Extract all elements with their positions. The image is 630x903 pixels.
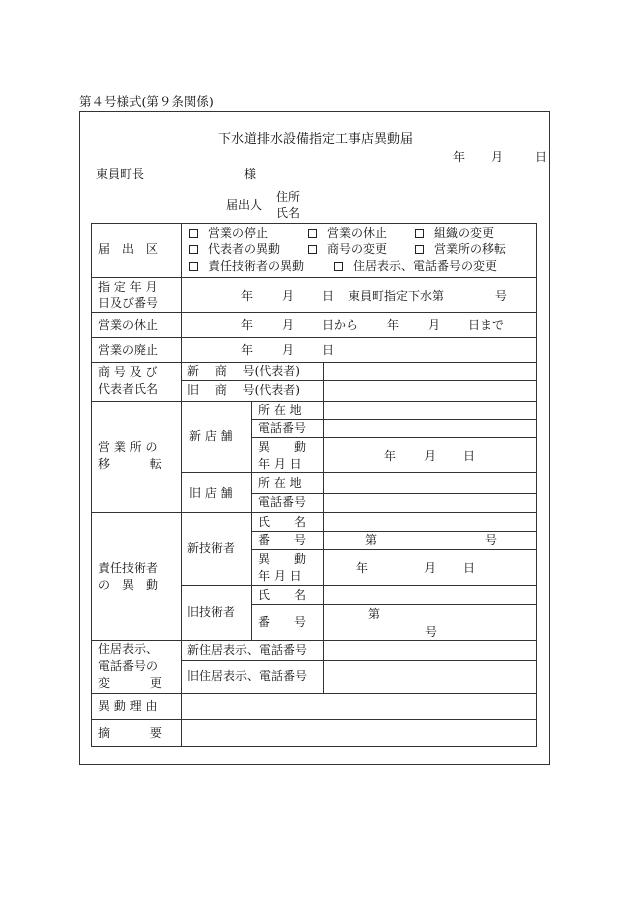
old-engineer-name-label: 氏 名 (258, 588, 307, 602)
move-day: 日 (463, 449, 476, 463)
old-engineer-go: 号 (425, 625, 438, 639)
suspension-year: 年 (241, 318, 254, 332)
checkbox[interactable] (189, 262, 198, 271)
addressee-name: 東員町長 (96, 167, 145, 181)
designation-number-prefix: 東員町指定下水第 (348, 289, 445, 303)
address-phone-label-1: 住居表示、 (98, 642, 159, 656)
old-engineer-dai: 第 (368, 607, 381, 621)
category-label: 届 出 区 (98, 242, 159, 256)
option-engineer-change[interactable]: 責任技術者の異動 (189, 260, 304, 272)
applicant-name-label: 氏名 (276, 206, 301, 220)
new-store-label: 新 店 舗 (189, 429, 233, 443)
old-engineer-number-label: 番 号 (258, 615, 307, 629)
checkbox[interactable] (415, 245, 424, 254)
designation-number-suffix: 号 (495, 289, 508, 303)
office-move-label-1: 営 業 所 の (98, 440, 158, 454)
designation-day: 日 (322, 289, 335, 303)
option-representative-change[interactable]: 代表者の異動 (189, 243, 280, 255)
trade-name-label-2: 代表者氏名 (98, 382, 159, 396)
designation-year: 年 (241, 289, 254, 303)
option-suspension-business[interactable]: 営業の停止 (189, 227, 268, 239)
option-pause-business[interactable]: 営業の休止 (308, 227, 387, 239)
engineer-change-date-label-1: 異 動 (258, 552, 307, 566)
old-engineer-label: 旧技術者 (187, 605, 236, 619)
reason-label: 異 動 理 由 (98, 699, 158, 713)
checkbox[interactable] (334, 262, 343, 271)
address-phone-label-2: 電話番号の (98, 659, 159, 673)
office-move-label-2: 移 転 (98, 457, 162, 471)
move-date-label-2: 年 月 日 (258, 457, 302, 471)
closure-year: 年 (241, 343, 254, 357)
closure-label: 営業の廃止 (98, 343, 159, 357)
date-day: 日 (535, 150, 548, 164)
applicant-address-label: 住所 (276, 190, 301, 204)
engineer-change-date-label-2: 年 月 日 (258, 569, 302, 583)
old-phone-label: 電話番号 (258, 495, 307, 509)
new-engineer-label: 新技術者 (187, 541, 236, 555)
checkbox[interactable] (308, 245, 317, 254)
old-store-label: 旧 店 舗 (189, 486, 233, 500)
address-phone-label-3: 変 更 (98, 676, 162, 690)
engineer-change-month: 月 (424, 561, 437, 575)
closure-month: 月 (282, 343, 295, 357)
move-year: 年 (384, 449, 397, 463)
applicant-label: 届出人 (226, 198, 263, 212)
suspension-month2: 月 (428, 318, 441, 332)
engineer-change-day: 日 (463, 561, 476, 575)
checkbox[interactable] (189, 229, 198, 238)
new-phone-label: 電話番号 (258, 421, 307, 435)
option-trade-name-change[interactable]: 商号の変更 (308, 243, 387, 255)
addressee-honorific: 様 (244, 167, 257, 181)
option-office-move[interactable]: 営業所の移転 (415, 243, 506, 255)
designation-month: 月 (282, 289, 295, 303)
checkbox[interactable] (189, 245, 198, 254)
old-trade-name-label: 旧 商 号(代表者) (187, 383, 300, 397)
form-title: 下水道排水設備指定工事店異動届 (218, 132, 414, 147)
suspension-from: 日から (322, 318, 359, 332)
new-engineer-go: 号 (485, 533, 498, 547)
old-location-label: 所 在 地 (258, 476, 302, 490)
date-year: 年 (453, 150, 466, 164)
option-address-phone-change[interactable]: 住居表示、電話番号の変更 (334, 260, 497, 272)
move-month: 月 (424, 449, 437, 463)
new-address-phone-label: 新住居表示、電話番号 (187, 643, 308, 657)
option-org-change[interactable]: 組織の変更 (415, 227, 494, 239)
suspension-to: 日まで (468, 318, 505, 332)
checkbox[interactable] (308, 229, 317, 238)
remarks-label: 摘 要 (98, 726, 162, 740)
designation-label-1: 指 定 年 月 (98, 280, 158, 294)
engineer-change-year: 年 (356, 561, 369, 575)
suspension-year2: 年 (387, 318, 400, 332)
trade-name-label-1: 商 号 及 び (98, 365, 158, 379)
old-address-phone-label: 旧住居表示、電話番号 (187, 669, 308, 683)
new-engineer-number-label: 番 号 (258, 533, 307, 547)
engineer-label-2: の 異 動 (98, 578, 159, 592)
new-engineer-dai: 第 (365, 533, 378, 547)
closure-day: 日 (322, 343, 335, 357)
date-month: 月 (491, 150, 504, 164)
move-date-label-1: 異 動 (258, 440, 307, 454)
engineer-label-1: 責任技術者 (98, 561, 159, 575)
designation-label-2: 日及び番号 (98, 296, 159, 310)
suspension-label: 営業の休止 (98, 318, 159, 332)
new-location-label: 所 在 地 (258, 403, 302, 417)
suspension-month: 月 (282, 318, 295, 332)
new-engineer-name-label: 氏 名 (258, 515, 307, 529)
checkbox[interactable] (415, 229, 424, 238)
form-number: 第４号様式(第９条関係) (79, 94, 214, 109)
new-trade-name-label: 新 商 号(代表者) (187, 364, 300, 378)
